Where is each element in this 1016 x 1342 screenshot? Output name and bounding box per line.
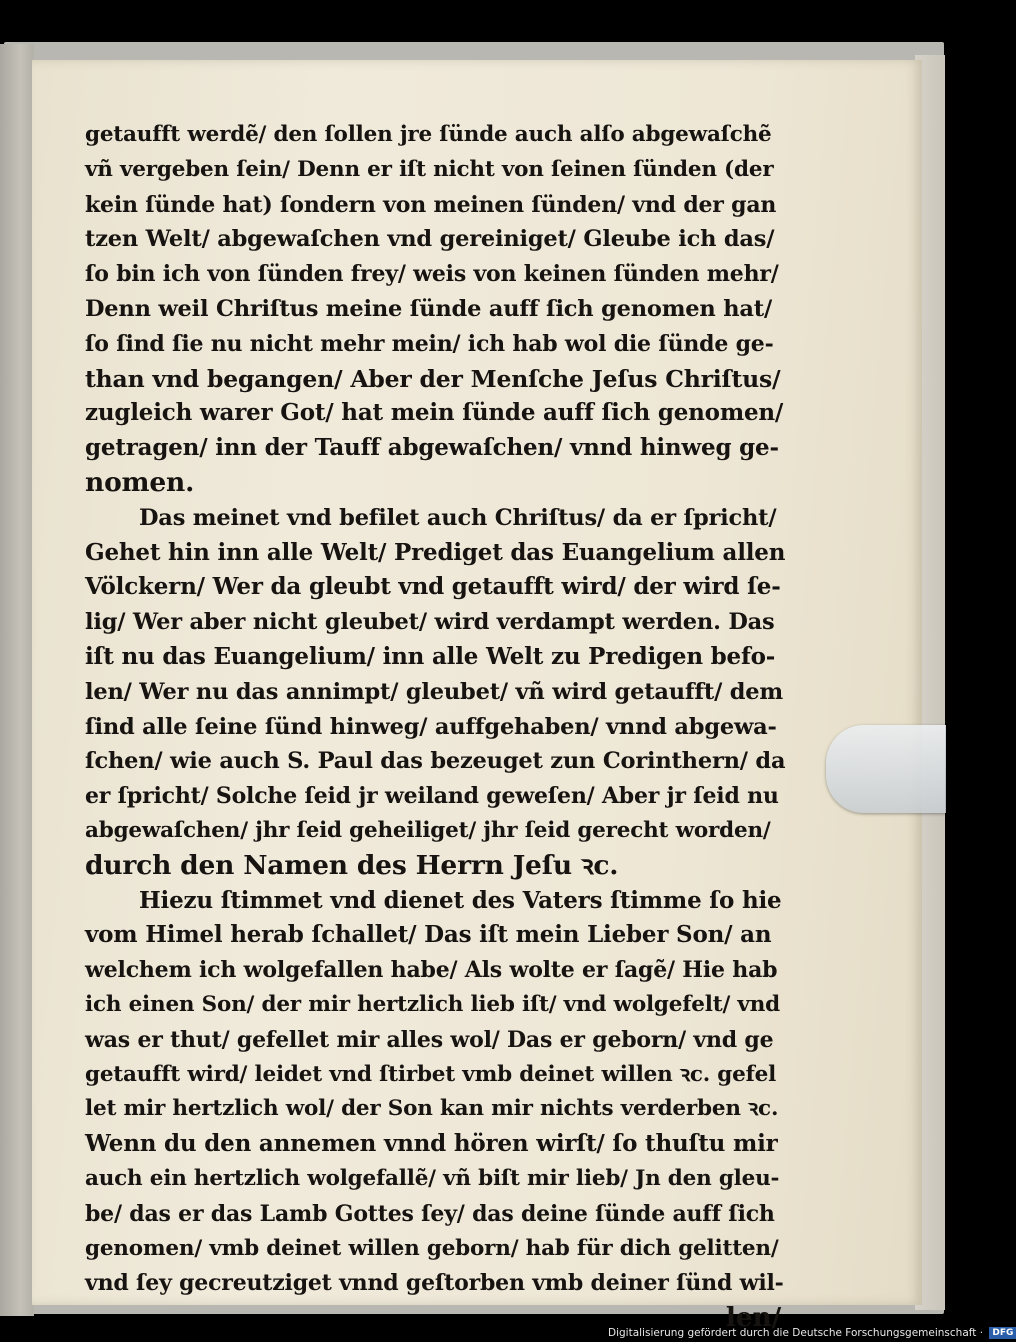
text-line: ſo ſind ſie nu nicht mehr mein/ ich hab wol die ſünde ge- [85,330,774,357]
text-line: nomen. [85,466,195,498]
text-line: vom Himel herab ſchallet/ Das iſt mein Lieber Son/ an [85,921,772,949]
text-line: Wenn du den annemen vnnd hören wirſt/ ſo thuſtu mir [85,1130,778,1158]
footer-credit [608,1325,1014,1342]
page-clip [826,725,946,813]
text-line: was er thut/ gefellet mir alles wol/ Das er geborn/ vnd ge [85,1026,774,1053]
text-line: er ſpricht/ Solche ſeid jr weiland geweſen/ Aber jr ſeid nu [85,783,779,810]
text-line: auch ein hertzlich wolgefallẽ/ vñ biſt mir lieb/ Jn den gleu- [85,1165,780,1191]
text-line: tzen Welt/ abgewaſchen vnd gereiniget/ Gleube ich das/ [85,226,775,253]
text-line: ich einen Son/ der mir hertzlich lieb iſt/ vnd wolgefelt/ vnd [85,991,780,1017]
text-line: than vnd begangen/ Aber der Menſche Jeſus Chriſtus/ [85,364,781,393]
text-line: vnd ſey gecreutziget vnnd geſtorben vmb deiner ſünd wil- [85,1270,784,1297]
text-line: genomen/ vmb deinet willen geborn/ hab für dich gelitten/ [85,1235,779,1261]
dfg-logo-icon: DFG [989,1327,1016,1339]
text-line: Denn weil Chriſtus meine ſünde auff ſich genomen hat/ [85,295,772,322]
text-line: kein ſünde hat) ſondern von meinen ſünden/ vnd der gan [85,191,777,218]
text-line: getaufft wird/ leidet vnd ſtirbet vmb deinet willen ꝛc. gefel [85,1061,777,1087]
text-line: abgewaſchen/ jhr ſeid geheiliget/ jhr ſeid gerecht worden/ [85,817,771,843]
page-text [85,118,785,1336]
text-line: getaufft werdẽ/ den ſollen jre ſünde auch alſo abgewaſchẽ [85,122,772,147]
text-line: be/ das er das Lamb Gottes ſey/ das deine ſünde auff ſich [85,1200,775,1227]
text-line: Hiezu ſtimmet vnd dienet des Vaters ſtimme ſo hie [139,886,782,914]
text-line: welchem ich wolgefallen habe/ Als wolte er ſagẽ/ Hie hab [85,957,778,984]
text-line: ſind alle ſeine ſünd hinweg/ auffgehaben/ vnnd abgewa- [85,713,777,740]
text-line: getragen/ inn der Tauff abgewaſchen/ vnnd hinweg ge- [85,434,779,462]
footer-text: Digitalisierung gefördert durch die Deutsche Forschungsgemeinschaft · [608,1327,984,1339]
text-line: len/ Wer nu das annimpt/ gleubet/ vñ wird getaufft/ dem [85,678,783,705]
binding-edge [0,44,34,1316]
catchword: len/ [725,1302,781,1334]
text-line: Gehet hin inn alle Welt/ Prediget das Euangelium allen [85,538,786,566]
text-line: vñ vergeben ſein/ Denn er iſt nicht von ſeinen ſünden (der [85,156,774,182]
text-line: ſchen/ wie auch S. Paul das bezeuget zun Corinthern/ da [85,748,786,775]
text-line: lig/ Wer aber nicht gleubet/ wird verdampt werden. Das [85,609,775,636]
text-line: iſt nu das Euangelium/ inn alle Welt zu Predigen befo- [85,642,776,670]
text-line: zugleich warer Got/ hat mein ſünde auff ſich genomen/ [85,399,784,427]
text-line: Völckern/ Wer da gleubt vnd getaufft wird/ der wird ſe- [85,573,781,601]
text-line: let mir hertzlich wol/ der Son kan mir nichts verderben ꝛc. [85,1096,779,1122]
text-line: durch den Namen des Herrn Jeſu ꝛc. [85,849,619,881]
text-line: ſo bin ich von ſünden frey/ weis von keinen ſünden mehr/ [85,261,779,288]
text-line: Das meinet vnd befilet auch Chriſtus/ da er ſpricht/ [139,504,777,531]
